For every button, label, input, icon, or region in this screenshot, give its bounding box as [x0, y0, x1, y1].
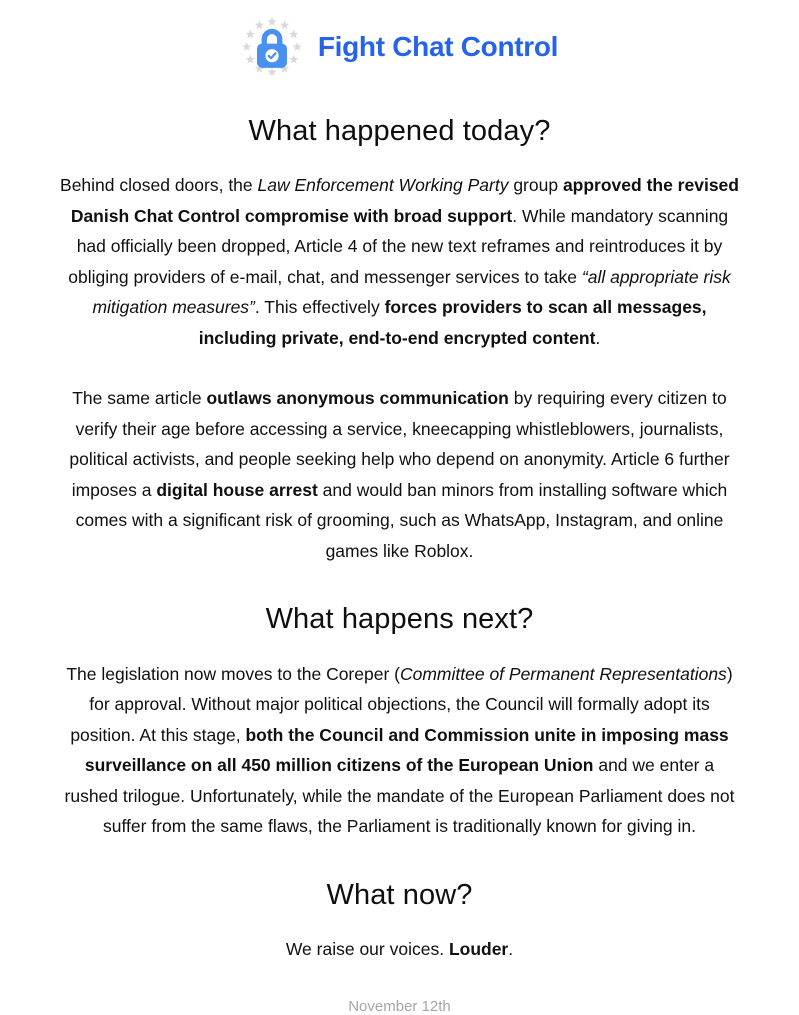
- text-segment: We raise our voices.: [285, 939, 449, 960]
- text-segment: ) for approval. Without major political objections, the Council will formally adopt its position. At this stage,: [70, 663, 733, 745]
- text-segment: outlaws anonymous communication: [206, 388, 509, 409]
- text-segment: group: [508, 175, 563, 196]
- text-segment: . While mandatory scanning had officially been dropped, Article 4 of the new text reframes and reintroduces it by obliging providers of e-mail, chat, and messenger services to take: [68, 205, 729, 287]
- text-segment: “all appropriate risk mitigation measures”: [92, 266, 731, 318]
- text-segment: The same article: [72, 388, 207, 409]
- text-segment: .: [595, 327, 601, 348]
- brand-logo-link[interactable]: [241, 16, 558, 78]
- eu-stars-lock-icon: [241, 16, 303, 78]
- paragraph: [60, 170, 739, 353]
- text-segment: The legislation now moves to the Coreper (: [66, 663, 400, 684]
- text-segment: both the Council and Commission unite in imposing mass surveillance on all 450 million citizens of the European Union: [84, 724, 729, 776]
- section-heading: What happened today?: [248, 115, 551, 147]
- site-footer: [60, 998, 739, 1015]
- text-segment: by requiring every citizen to verify their age before accessing a service, kneecapping whistleblowers, journalists, political activists, and people seeking help who depend on anonymity. Article 6 further imposes a: [69, 388, 730, 500]
- text-segment: forces providers to scan all messages, including private, end-to-end encrypted content: [198, 297, 707, 348]
- lock-icon: [257, 32, 287, 68]
- paragraph: [60, 934, 739, 965]
- text-segment: Behind closed doors, the: [60, 175, 258, 196]
- text-segment: digital house arrest: [156, 479, 318, 500]
- text-segment: Committee of Permanent Representations: [399, 663, 727, 684]
- text-segment: .: [508, 939, 514, 960]
- article-content: [60, 116, 739, 965]
- paragraph: [60, 383, 739, 566]
- text-segment: Law Enforcement Working Party: [257, 175, 509, 196]
- site-header: [60, 14, 739, 78]
- section-heading: What happens next?: [265, 603, 534, 636]
- text-segment: and we enter a rushed trilogue. Unfortunately, while the mandate of the European Parliament does not suffer from the same flaws, the Parliament is traditionally known for giving in.: [64, 755, 735, 837]
- section-heading: What now?: [326, 878, 473, 911]
- paragraph: [60, 659, 739, 842]
- brand-title: Fight Chat Control: [317, 31, 559, 62]
- date-label: November 12th: [348, 997, 451, 1015]
- text-segment: and would ban minors from installing software which comes with a significant risk of grooming, such as WhatsApp, Instagram, and online games like Roblox.: [75, 479, 728, 561]
- text-segment: approved the revised Danish Chat Control compromise with broad support: [70, 175, 739, 226]
- text-segment: Louder: [448, 939, 509, 960]
- text-segment: . This effectively: [254, 297, 385, 318]
